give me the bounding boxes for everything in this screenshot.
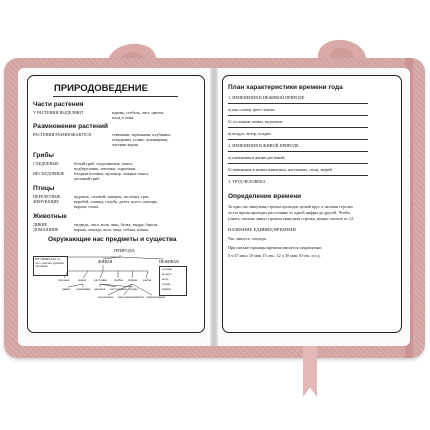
row-value: бледная поганка, мухомор, ложные опята,	[74, 171, 149, 176]
section-heading: Птицы	[33, 185, 55, 192]
row-value: желчный гриб.	[74, 176, 101, 181]
units-line: Час, минута, секунда.	[228, 236, 267, 241]
left-page-frame	[27, 75, 205, 333]
leaf-item: домашние	[76, 287, 91, 291]
nonliving-item: почва	[162, 282, 171, 286]
row-key: У РАСТЕНИЯ ВЫДЕЛЯЮТ	[33, 110, 84, 115]
leaf-item: насекомые	[98, 295, 114, 299]
living-item: птицы	[128, 278, 138, 282]
row-value: корова, лошадь, коза, овца, собака, кошка.	[74, 227, 150, 232]
row-key: ДОМАШНИЕ	[33, 227, 59, 232]
leaf-item: дикие	[62, 287, 71, 291]
plan-line: 1. ИЗМЕНЕНИЯ В НЕЖИВОЙ ПРИРОДЕ:	[228, 95, 306, 100]
row-value: семенами, черенками, клубнями,	[112, 132, 171, 137]
leaf-item: кустарники	[110, 287, 127, 291]
row-value: воробей, синица, голубь, дятел, клест, снегирь,	[74, 199, 158, 204]
not-nature-label: НЕ ПРИРОДА то, что сделано руками человека	[35, 257, 64, 269]
nonliving-item: воздух	[162, 272, 172, 276]
plan-line: 3. ТРУД ЧЕЛОВЕКА.	[228, 179, 267, 184]
living-item: звери	[78, 278, 86, 282]
plan-line: б) состояние почвы, водоемов;	[228, 119, 283, 124]
plan-line: в) воздух, ветер, осадки.	[228, 131, 272, 136]
section-heading: Размножение растений	[33, 123, 109, 130]
row-key: РАСТЕНИЯ РАЗМНОЖАЮТСЯ	[33, 132, 92, 137]
section-heading: Животные	[33, 213, 67, 220]
living-item: человек	[58, 278, 70, 282]
time-text-line: узнать, сколько минут прошла минутная стрелка, нужно считать от 12.	[228, 216, 355, 221]
row-value: белый гриб, подосиновик, опята,	[74, 161, 133, 166]
bookmark-ribbon	[303, 345, 317, 397]
nonliving-item: вода	[162, 277, 169, 281]
abbr-line: При письме единицы времени пишутся сокращенно:	[228, 245, 323, 250]
time-text-line: за это время проходит расстояние от одной цифры до другой. Чтобы	[228, 210, 350, 215]
units-heading: НАЗВАНИЕ ЕДИНИЦ ВРЕМЕНИ	[228, 227, 296, 232]
nonliving-item: солнце	[162, 267, 172, 271]
right-title: План характеристики времени года	[228, 84, 343, 91]
leaf-item: земноводные	[146, 295, 165, 299]
left-title: ПРИРОДОВЕДЕНИЕ	[54, 83, 148, 94]
row-value: плод и семя.	[112, 115, 135, 120]
nonliving-item: камни	[162, 287, 171, 291]
leaf-item: травы	[129, 287, 138, 291]
right-page-frame	[222, 75, 402, 333]
diagram-lines	[28, 76, 206, 334]
line-rule	[228, 103, 368, 104]
diagram-root: ПРИРОДА	[114, 248, 135, 253]
row-value: корень, стебель, лист, цветок,	[112, 110, 165, 115]
row-value: отводками, усами, луковицами,	[112, 137, 168, 142]
line-rule	[228, 127, 368, 128]
plan-line: а) как солнце греет землю;	[228, 107, 276, 112]
row-key: ПЕРЕЛЕТНЫЕ	[33, 194, 61, 199]
line-rule	[228, 151, 368, 152]
time-title: Определение времени	[228, 193, 302, 200]
line-rule	[228, 139, 368, 140]
footer-heading: Окружающие нас предметы и существа	[48, 236, 177, 243]
line-rule	[228, 115, 368, 116]
row-key: НЕСЪЕДОБНЫЕ	[33, 171, 65, 176]
line-rule	[228, 163, 368, 164]
line-rule	[228, 175, 368, 176]
living-item: рыбы	[143, 278, 151, 282]
example-line: 5 ч 47 мин; 10 мин 15 сек.; 12 ч 30 мин 10 сек. и т.д.	[228, 253, 321, 258]
living-label: ЖИВАЯ	[98, 259, 113, 264]
row-key: ЗИМУЮЩИЕ	[33, 199, 59, 204]
section-heading: Части растения	[33, 101, 84, 108]
living-item: грибы	[114, 278, 123, 282]
section-heading: Грибы	[33, 152, 54, 159]
leaf-item: пресмыкающиеся	[118, 295, 144, 299]
row-value: журавль, соловей, скворец, ласточка, грач	[74, 194, 149, 199]
living-item: растения	[94, 278, 107, 282]
row-value: частями корня.	[112, 142, 139, 147]
leaf-item: деревья	[94, 287, 106, 291]
row-value: медведь, лиса, волк, заяц, белка, выдра, барсук.	[74, 222, 159, 227]
plan-line: 2. ИЗМЕНЕНИЯ В ЖИВОЙ ПРИРОДЕ:	[228, 143, 300, 148]
spine	[210, 68, 218, 346]
plan-line: б) изменения в жизни животных: насекомых, птиц, зверей.	[228, 167, 333, 172]
row-value: ворона, галка.	[74, 204, 100, 209]
nonliving-label: НЕЖИВАЯ	[159, 259, 179, 264]
row-value: подберезовик, лисички, сыроежки.	[74, 166, 137, 171]
row-key: ДИКИЕ	[33, 222, 48, 227]
time-text-line: За одно час минутная стрелка проходит целый круг, а часовая стрелка	[228, 204, 353, 209]
plan-line: а) изменения в жизни растений;	[228, 155, 285, 160]
row-key: СЪЕДОБНЫЕ	[33, 161, 59, 166]
